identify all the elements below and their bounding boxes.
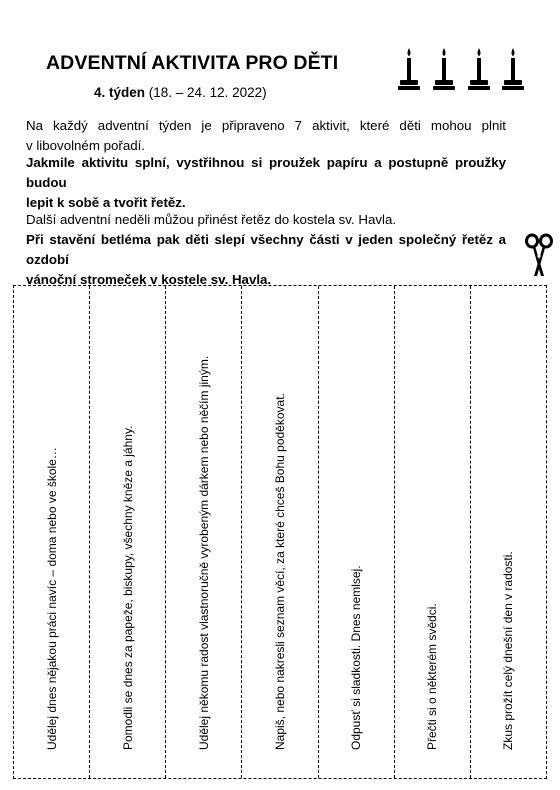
intro-p2-line-1: Jakmile aktivitu splní, vystřihnou si proužek papíru a postupně proužky budou <box>26 155 506 190</box>
candle-2 <box>433 48 455 90</box>
intro-p1-line-1: Na každý adventní týden je připraveno 7 aktivit, které děti mohou plnit <box>26 118 506 133</box>
intro-paragraph-4 <box>26 230 506 290</box>
intro-paragraph-3: Další adventní neděli můžou přinést řetěz do kostela sv. Havla. <box>26 212 397 227</box>
strip-text: Přečti si o některém svědci. <box>425 603 440 750</box>
candles-icon <box>398 46 526 92</box>
page-title: ADVENTNÍ AKTIVITA PRO DĚTI <box>46 52 339 74</box>
activity-strip-4[interactable] <box>242 286 318 778</box>
strip-text: Udělej někomu radost vlastnoručně vyrobeným dárkem nebo něčím jiným. <box>196 355 211 750</box>
cut-out-strips <box>13 285 547 779</box>
week-line <box>94 85 267 100</box>
intro-paragraph-1 <box>26 116 506 156</box>
strip-text: Udělej dnes nějakou práci navíc – doma nebo ve škole… <box>44 447 59 750</box>
candle-1 <box>398 48 420 90</box>
activity-strip-5[interactable] <box>319 286 395 778</box>
activity-strip-2[interactable] <box>90 286 166 778</box>
intro-p4-line-1: Při stavění betléma pak děti slepí všechny části v jeden společný řetěz a ozdobí <box>26 232 506 267</box>
candle-3 <box>468 48 490 90</box>
week-dates: (18. – 24. 12. 2022) <box>148 85 267 100</box>
activity-strip-1[interactable] <box>14 286 90 778</box>
scissors-icon <box>524 232 554 278</box>
strip-text: Odpusť si sladkosti. Dnes nemlsej. <box>349 565 364 750</box>
activity-strip-7[interactable] <box>471 286 546 778</box>
intro-p4-line-2: vánoční stromeček v kostele sv. Havla. <box>26 272 272 287</box>
intro-paragraph-2 <box>26 153 506 213</box>
week-label: 4. týden <box>94 85 146 100</box>
strip-text: Pomodli se dnes za papeže, biskupy, všechny kněze a jáhny. <box>120 425 135 750</box>
strip-text: Zkus prožít celý dnešní den v radosti. <box>501 551 516 750</box>
intro-p1-line-2: v libovolném pořadí. <box>26 138 145 153</box>
strip-text: Napiš, nebo nakresli seznam věcí, za které chceš Bohu poděkovat. <box>272 393 287 750</box>
activity-strip-3[interactable] <box>166 286 242 778</box>
candle-4 <box>502 48 524 90</box>
intro-p2-line-2: lepit k sobě a tvořit řetěz. <box>26 195 186 210</box>
activity-strip-6[interactable] <box>395 286 471 778</box>
